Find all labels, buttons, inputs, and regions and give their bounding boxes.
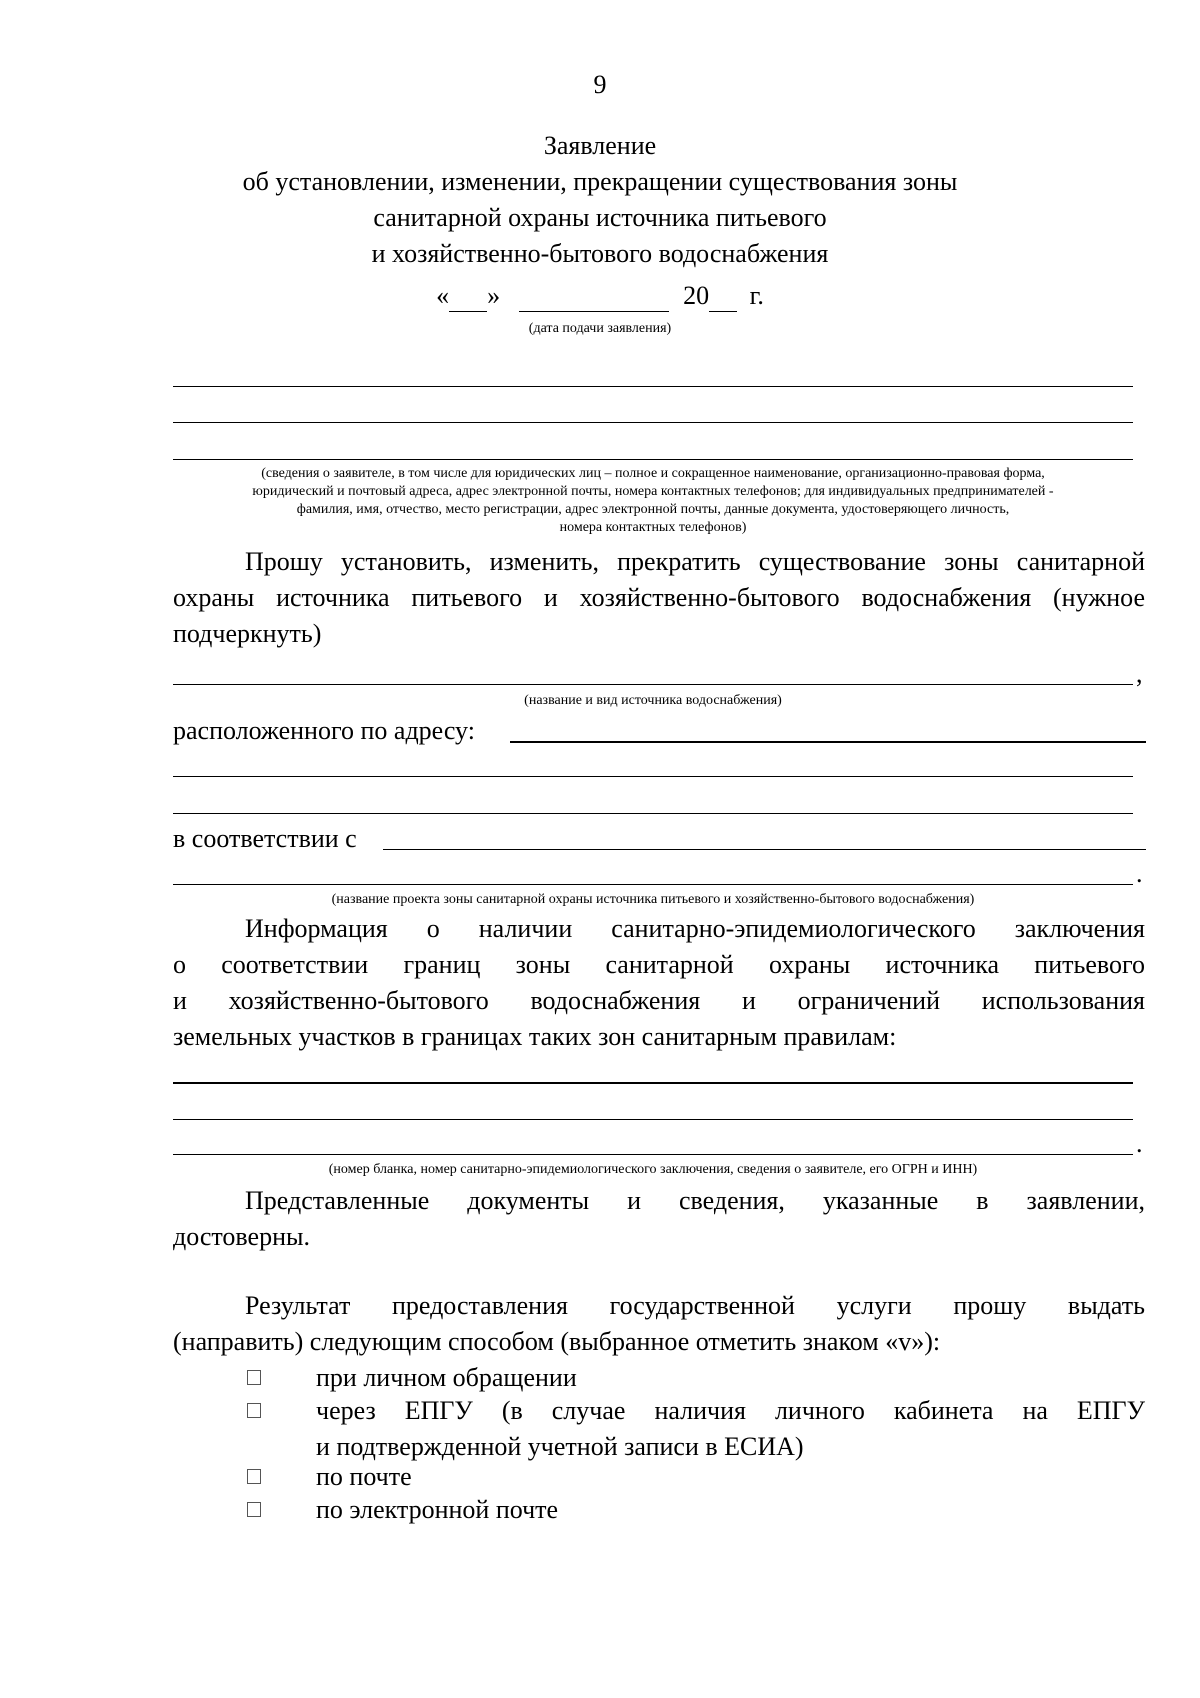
applicant-caption-line: (сведения о заявителе, в том числе для юридических лиц – полное и сокращенное наименование, организационно-правовая форма, — [261, 466, 1045, 481]
year-field[interactable] — [709, 281, 737, 312]
conclusion-field-line[interactable] — [173, 1154, 1133, 1155]
request-paragraph-line: Прошу установить, изменить, прекратить существование зоны санитарной — [245, 547, 1145, 576]
conclusion-caption: (номер бланка, номер санитарно-эпидемиологического заключения, сведения о заявителе, его ОГРН и ИНН) — [328, 1162, 978, 1177]
request-paragraph-line: подчеркнуть) — [173, 619, 322, 648]
option-epgu-label: через ЕПГУ (в случае наличия личного кабинета на ЕПГУ — [316, 1396, 1145, 1425]
date-open-quote: « — [436, 281, 450, 310]
accordance-caption: (название проекта зоны санитарной охраны источника питьевого и хозяйственно-бытового водоснабжения) — [331, 892, 975, 907]
conclusion-field-line[interactable] — [173, 1119, 1133, 1120]
applicant-line[interactable] — [173, 386, 1133, 387]
day-field[interactable] — [449, 281, 487, 312]
address-field[interactable] — [510, 741, 1146, 743]
month-field[interactable] — [519, 281, 669, 312]
reliability-line: достоверны. — [173, 1222, 310, 1251]
year-prefix: 20 — [683, 281, 710, 310]
address-label: расположенного по адресу: — [173, 716, 475, 745]
date-line — [0, 281, 1200, 312]
conclusion-paragraph-line: земельных участков в границах таких зон санитарным правилам: — [173, 1022, 897, 1051]
conclusion-paragraph-line: о соответствии границ зоны санитарной охраны источника питьевого — [173, 950, 1145, 979]
option-epgu-label-cont: и подтвержденной учетной записи в ЕСИА) — [316, 1432, 804, 1461]
source-field[interactable] — [173, 684, 1133, 685]
accordance-period: . — [1136, 859, 1143, 888]
doc-title: Заявление — [543, 131, 657, 160]
doc-title-line: об установлении, изменении, прекращении существования зоны — [242, 167, 958, 196]
date-caption: (дата подачи заявления) — [528, 321, 672, 336]
address-field-line[interactable] — [173, 776, 1133, 777]
conclusion-paragraph-line: Информация о наличии санитарно-эпидемиологического заключения — [245, 914, 1145, 943]
accordance-label: в соответствии с — [173, 824, 357, 853]
accordance-field-line[interactable] — [173, 884, 1133, 885]
applicant-line[interactable] — [173, 459, 1133, 460]
conclusion-paragraph-line: и хозяйственно-бытового водоснабжения и ограничений использования — [173, 986, 1145, 1015]
address-field-line[interactable] — [173, 813, 1133, 814]
conclusion-field-line[interactable] — [173, 1082, 1133, 1084]
checkbox-post[interactable] — [247, 1469, 261, 1484]
applicant-caption — [173, 465, 1133, 537]
doc-title-line: санитарной охраны источника питьевого — [373, 203, 827, 232]
date-close-quote: » — [487, 281, 501, 310]
doc-title-line: и хозяйственно-бытового водоснабжения — [371, 239, 829, 268]
result-line: (направить) следующим способом (выбранное отметить знаком «v»): — [173, 1327, 941, 1356]
option-email-label: по электронной почте — [316, 1495, 559, 1524]
applicant-line[interactable] — [173, 422, 1133, 423]
applicant-caption-line: фамилия, имя, отчество, место регистрации, адрес электронной почты, данные документа, удостоверяющего личность, — [296, 502, 1010, 517]
option-post-label: по почте — [316, 1462, 412, 1491]
conclusion-period: . — [1136, 1129, 1143, 1158]
reliability-line: Представленные документы и сведения, указанные в заявлении, — [245, 1186, 1145, 1215]
result-line: Результат предоставления государственной услуги прошу выдать — [245, 1291, 1145, 1320]
option-in-person-label: при личном обращении — [316, 1363, 577, 1392]
source-caption: (название и вид источника водоснабжения) — [524, 693, 782, 708]
checkbox-in-person[interactable] — [247, 1370, 261, 1385]
checkbox-email[interactable] — [247, 1502, 261, 1517]
accordance-field[interactable] — [383, 849, 1146, 850]
checkbox-epgu[interactable] — [247, 1403, 261, 1418]
page-number: 9 — [593, 70, 607, 99]
source-comma: , — [1136, 659, 1143, 688]
applicant-caption-line: юридический и почтовый адреса, адрес электронной почты, номера контактных телефонов; для индивидуальных предпринимателей - — [252, 484, 1054, 499]
applicant-caption-line: номера контактных телефонов) — [559, 520, 747, 535]
request-paragraph-line: охраны источника питьевого и хозяйственно-бытового водоснабжения (нужное — [173, 583, 1145, 612]
year-suffix: г. — [749, 281, 764, 310]
